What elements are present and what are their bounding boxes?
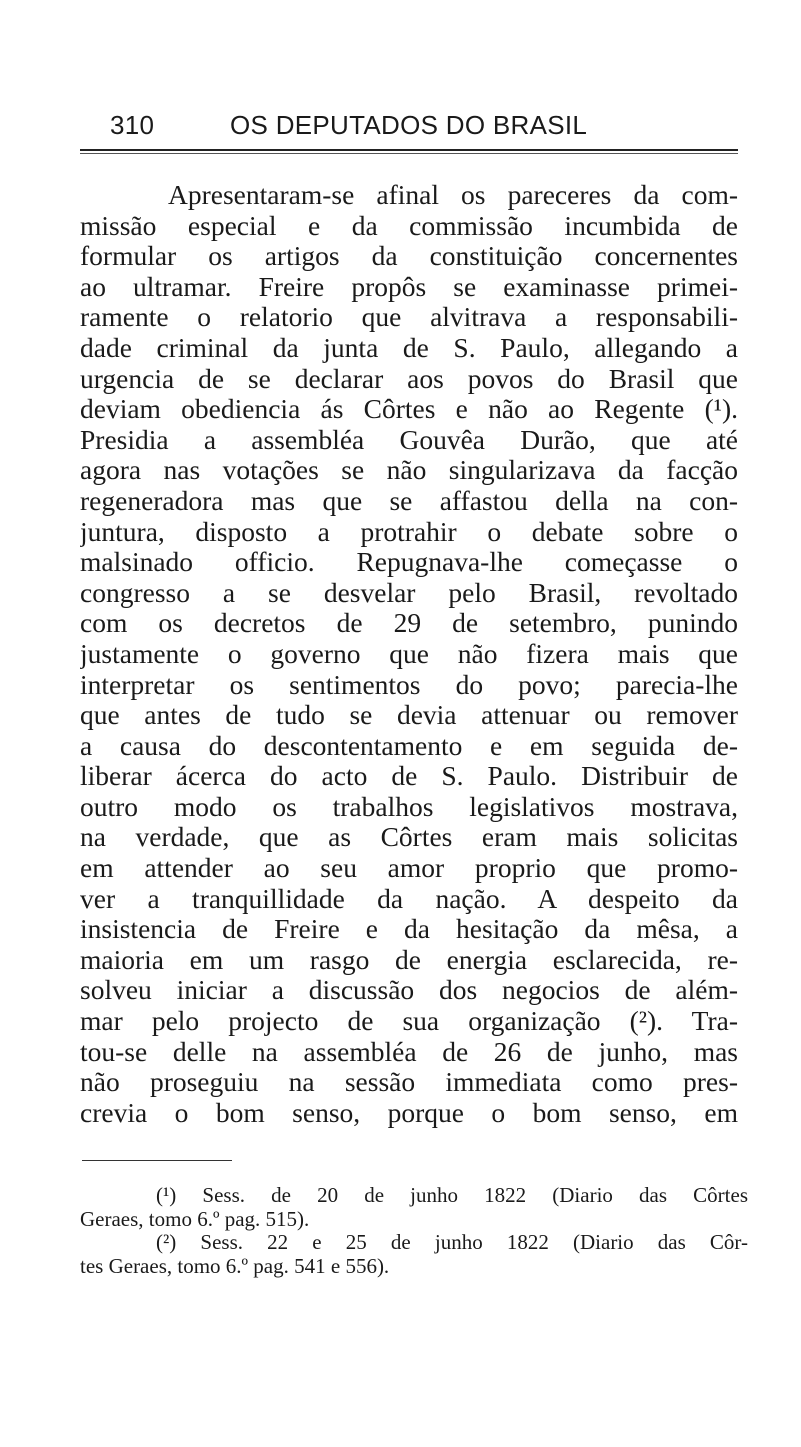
footnote-line: Geraes, tomo 6.º pag. 515). (80, 1207, 310, 1231)
text-line: a causa do descontentamento e em seguida de- (80, 730, 738, 761)
running-head (80, 110, 738, 150)
text-line: mar pelo projecto de sua organização (²). Tra- (80, 1006, 738, 1037)
text-line: Presidia a assembléa Gouvêa Durão, que até (80, 424, 738, 455)
text-line: liberar ácerca do acto de S. Paulo. Distribuir de (80, 761, 738, 792)
footnote-line: tes Geraes, tomo 6.º pag. 541 e 556). (80, 1254, 390, 1278)
text-line: não proseguiu na sessão immediata como pres- (80, 1067, 738, 1098)
page-number: 310 (110, 110, 155, 140)
text-line: Apresentaram-se afinal os pareceres da com- (168, 180, 738, 210)
text-line: ramente o relatorio que alvitrava a responsabili- (80, 302, 738, 333)
text-line: interpretar os sentimentos do povo; parecia-lhe (80, 669, 738, 700)
text-line: dade criminal da junta de S. Paulo, allegando a (80, 332, 738, 363)
footnote-rule (82, 1160, 232, 1161)
text-line: outro modo os trabalhos legislativos mostrava, (80, 791, 738, 822)
footnote-line: (²) Sess. 22 e 25 de junho 1822 (Diario das Côr- (156, 1231, 748, 1254)
text-line: solveu iniciar a discussão dos negocios de além- (80, 975, 738, 1006)
text-line: ver a tranquillidade da nação. A despeito da (80, 883, 738, 914)
footnotes (80, 1184, 748, 1278)
footnote-line: (¹) Sess. de 20 de junho 1822 (Diario das Côrtes (156, 1184, 748, 1207)
text-line: formular os artigos da constituição concernentes (80, 241, 738, 272)
header-rule (80, 149, 738, 151)
running-title: OS DEPUTADOS DO BRASIL (230, 110, 588, 140)
text-line: com os decretos de 29 de setembro, punindo (80, 608, 738, 639)
text-line: juntura, disposto a protrahir o debate sobre o (80, 516, 738, 547)
text-line: tou-se delle na assembléa de 26 de junho, mas (80, 1036, 738, 1067)
text-line: missão especial e da commissão incumbida de (80, 210, 738, 241)
text-line: que antes de tudo se devia attenuar ou remover (80, 700, 738, 731)
text-line: agora nas votações se não singularizava da facção (80, 455, 738, 486)
text-line: em attender ao seu amor proprio que promo- (80, 853, 738, 884)
body-text (80, 180, 738, 1128)
text-line: insistencia de Freire e da hesitação da mêsa, a (80, 914, 738, 945)
text-line: na verdade, que as Côrtes eram mais solicitas (80, 822, 738, 853)
header-rule-thin (80, 153, 738, 154)
text-line: crevia o bom senso, porque o bom senso, em (80, 1097, 738, 1128)
text-line: maioria em um rasgo de energia esclarecida, re- (80, 944, 738, 975)
text-line: deviam obediencia ás Côrtes e não ao Regente (¹). (80, 394, 738, 425)
text-line: justamente o governo que não fizera mais que (80, 638, 738, 669)
text-line: regeneradora mas que se affastou della na con- (80, 485, 738, 516)
text-line: ao ultramar. Freire propôs se examinasse primei- (80, 271, 738, 302)
text-line: urgencia de se declarar aos povos do Brasil que (80, 363, 738, 394)
text-line: malsinado officio. Repugnava-lhe começasse o (80, 547, 738, 578)
text-line: congresso a se desvelar pelo Brasil, revoltado (80, 577, 738, 608)
